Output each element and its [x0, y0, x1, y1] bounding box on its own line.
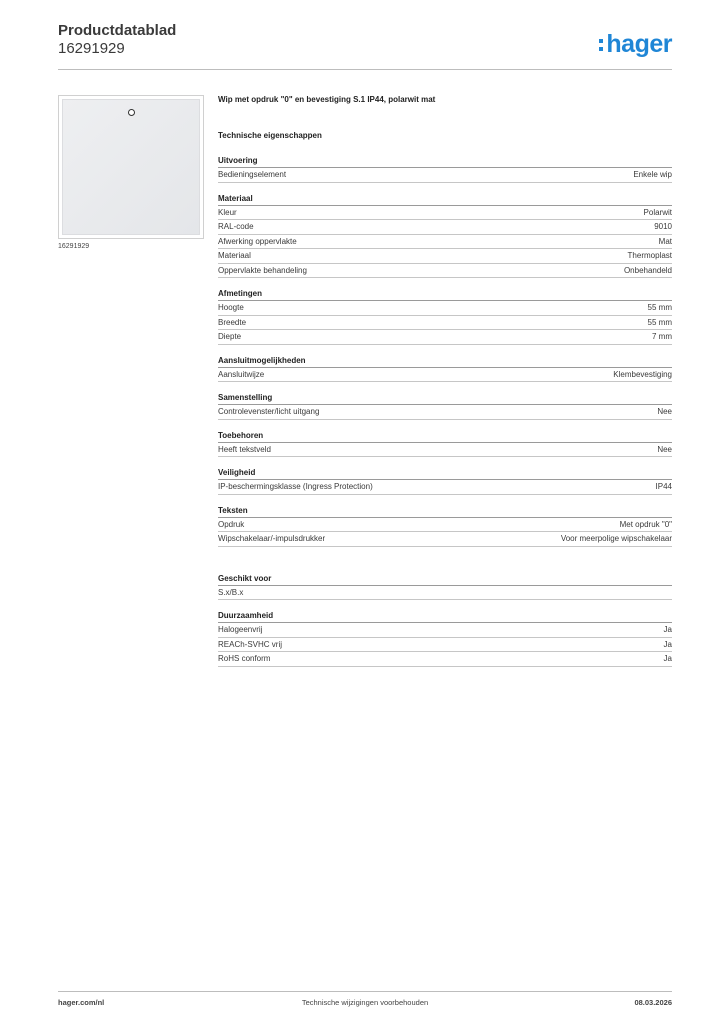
spec-label: Diepte: [218, 332, 242, 341]
spec-group-title: Aansluitmogelijkheden: [218, 355, 672, 368]
spec-group: [218, 155, 672, 183]
spec-value: Met opdruk "0": [619, 519, 672, 529]
spec-group-title: Toebehoren: [218, 430, 672, 443]
spec-label: S.x/B.x: [218, 587, 244, 597]
spec-value: Polarwit: [643, 207, 672, 217]
page-header: [58, 22, 672, 70]
spec-row: [218, 368, 672, 383]
extra-groups: [218, 573, 672, 667]
spec-row: [218, 443, 672, 458]
spec-value: IP44: [655, 482, 672, 491]
spec-group: [218, 193, 672, 279]
spec-value: Ja: [663, 654, 672, 663]
spec-label: Breedte: [218, 317, 247, 327]
spec-label: REACh-SVHC vrij: [218, 639, 283, 649]
spec-label: Aansluitwijze: [218, 369, 265, 379]
spec-group: [218, 467, 672, 495]
spec-value: Mat: [658, 236, 672, 246]
spec-row: [218, 638, 672, 653]
spec-label: RoHS conform: [218, 654, 271, 663]
spec-group-title: Materiaal: [218, 193, 672, 206]
spec-group: [218, 392, 672, 420]
spec-row: [218, 518, 672, 533]
product-image: [58, 95, 204, 239]
spec-value: Nee: [657, 444, 672, 454]
spec-row: [218, 168, 672, 183]
spec-row: [218, 206, 672, 221]
spec-value: Onbehandeld: [623, 265, 672, 275]
spec-row: [218, 652, 672, 667]
spec-group-title: Geschikt voor: [218, 573, 672, 586]
footer-disclaimer: Technische wijzigingen voorbehouden: [301, 998, 429, 1007]
spec-group: [218, 288, 672, 345]
footer-date: 08.03.2026: [634, 998, 672, 1007]
spec-label: Halogeenvrij: [218, 625, 263, 634]
spec-groups: [218, 155, 672, 547]
spec-value: 9010: [654, 222, 672, 231]
spec-label: Hoogte: [218, 303, 244, 312]
spec-label: Controlevenster/licht uitgang: [218, 407, 320, 416]
spec-content: [218, 95, 672, 677]
spec-row: [218, 264, 672, 279]
hager-logo: [599, 30, 672, 59]
spec-row: [218, 235, 672, 250]
footer-website: hager.com/nl: [58, 998, 105, 1007]
document-title: Productdatablad: [58, 22, 177, 39]
rocker-indicator-icon: [128, 109, 135, 116]
spec-row: [218, 586, 672, 601]
spec-value: Nee: [657, 407, 672, 416]
spec-group-title: Duurzaamheid: [218, 610, 672, 623]
spec-label: RAL-code: [218, 222, 254, 231]
spec-label: IP-beschermingsklasse (Ingress Protection): [218, 482, 373, 491]
spec-group: [218, 430, 672, 458]
spec-row: [218, 249, 672, 264]
document-number: 16291929: [58, 40, 125, 57]
logo-dots-icon: [599, 36, 604, 54]
spec-row: [218, 405, 672, 420]
spec-label: Materiaal: [218, 251, 251, 260]
spec-label: Afwerking oppervlakte: [218, 236, 297, 246]
spec-group-title: Uitvoering: [218, 155, 672, 168]
section-heading: Technische eigenschappen: [218, 131, 322, 140]
spec-value: 55 mm: [647, 317, 672, 327]
logo-text: hager: [606, 30, 672, 58]
spec-value: Voor meerpolige wipschakelaar: [560, 534, 672, 543]
spec-label: Bedieningselement: [218, 170, 287, 179]
spec-row: [218, 623, 672, 638]
spec-label: Kleur: [218, 207, 237, 217]
spec-group: [218, 355, 672, 383]
spec-group-title: Teksten: [218, 505, 672, 518]
spec-label: Heeft tekstveld: [218, 444, 271, 454]
spec-label: Wipschakelaar/-impulsdrukker: [218, 534, 326, 543]
image-caption: 16291929: [58, 243, 90, 250]
spec-label: Opdruk: [218, 519, 245, 529]
spec-row: [218, 532, 672, 547]
spec-group: [218, 610, 672, 667]
spec-row: [218, 480, 672, 495]
spec-group-title: Afmetingen: [218, 288, 672, 301]
spec-value: Klembevestiging: [613, 369, 672, 379]
spec-row: [218, 301, 672, 316]
spec-value: Ja: [663, 639, 672, 649]
spec-value: Thermoplast: [627, 251, 672, 260]
spec-row: [218, 220, 672, 235]
header-divider: [58, 69, 672, 70]
spec-group-title: Samenstelling: [218, 392, 672, 405]
footer-divider: [58, 991, 672, 992]
spec-value: Enkele wip: [633, 170, 672, 179]
spec-value: 55 mm: [647, 303, 672, 312]
spec-group: [218, 505, 672, 547]
spec-row: [218, 330, 672, 345]
spec-row: [218, 316, 672, 331]
product-title: Wip met opdruk "0" en bevestiging S.1 IP44, polarwit mat: [218, 95, 436, 104]
switch-rocker-image: [62, 99, 200, 235]
spec-group-title: Veiligheid: [218, 467, 672, 480]
spec-group: [218, 573, 672, 601]
page-footer: [58, 998, 672, 1010]
spec-value: Ja: [663, 625, 672, 634]
spec-label: Oppervlakte behandeling: [218, 265, 307, 275]
spec-value: 7 mm: [652, 332, 672, 341]
